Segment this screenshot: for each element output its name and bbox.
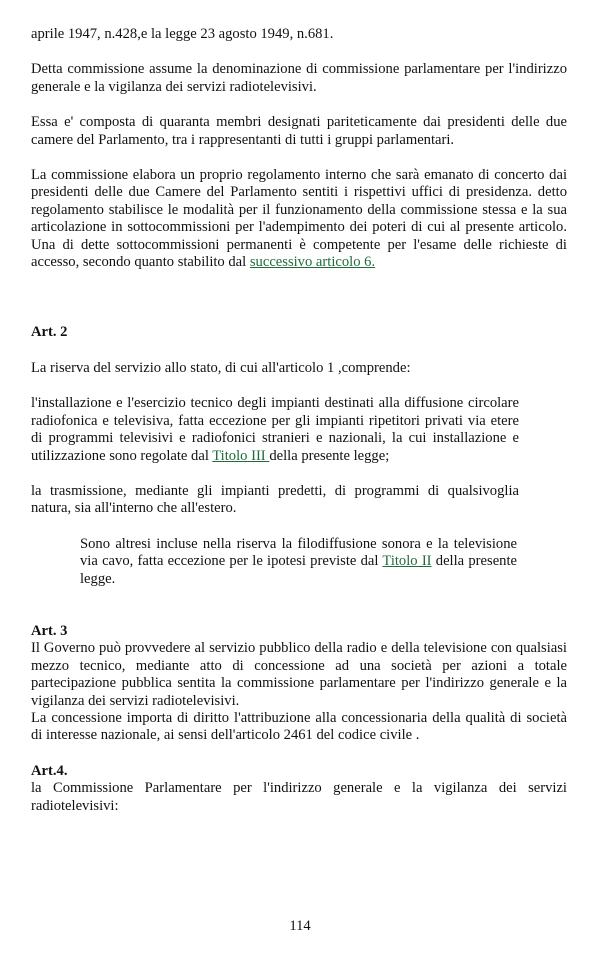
intro-paragraph-3: Essa e' composta di quaranta membri designati pariteticamente dai presidenti delle due camere del Parlamento, tra i rappresentanti di tutti i gruppi parlamentari. — [31, 114, 567, 148]
art3-heading: Art. 3 — [31, 622, 68, 639]
art2-paragraph-2-text: l'installazione e l'esercizio tecnico degli impianti destinati alla diffusione circolare radiofonica e televisiva, fatta eccezione per gli impianti ripetitori privati via etere di programmi televisivi e radiofonici stranieri e nazionali, la cui installazione e utilizzazione sono regolate dal — [31, 395, 519, 464]
page-number: 114 — [289, 918, 311, 934]
intro-paragraph-2: Detta commissione assume la denominazione di commissione parlamentare per l'indirizzo generale e la vigilanza dei servizi radiotelevisivi. — [31, 61, 567, 95]
art4-paragraph-1: la Commissione Parlamentare per l'indirizzo generale e la vigilanza dei servizi radiotelevisivi: — [31, 780, 567, 814]
art2-paragraph-3: la trasmissione, mediante gli impianti predetti, di programmi di qualsivoglia natura, sia all'interno che all'estero. — [31, 482, 519, 517]
art3-paragraph-1: Il Governo può provvedere al servizio pubblico della radio e della televisione con qualsiasi mezzo tecnico, mediante atto di concessione ad una società per azioni a totale partecipazione pubblica sentita la commissione parlamentare per l'indirizzo generale e la vigilanza dei servizi radiotelevisivi. — [31, 640, 567, 709]
link-successivo-articolo-6[interactable]: successivo articolo 6. — [249, 254, 376, 271]
art3-paragraph-2: La concessione importa di diritto l'attribuzione alla concessionaria della qualità di società di interesse nazionale, ai sensi dell'articolo 2461 del codice civile . — [31, 709, 567, 744]
art2-paragraph-4-after: della presente legge. — [80, 553, 517, 587]
intro-paragraph-1: aprile 1947, n.428,e la legge 23 agosto 1949, n.681. — [31, 26, 334, 42]
link-titolo-ii[interactable]: Titolo II — [382, 553, 432, 570]
art4-heading: Art.4. — [31, 762, 68, 779]
art2-paragraph-2-after: della presente legge; — [269, 447, 390, 464]
art2-paragraph-4-text: Sono altresi incluse nella riserva la filodiffusione sonora e la televisione via cavo, fatta eccezione per le ipotesi previste dal — [80, 535, 517, 570]
art2-paragraph-2 — [31, 395, 519, 465]
intro-paragraph-4-text: La commissione elabora un proprio regolamento interno che sarà emanato di concerto dai presidenti delle due Camere del Parlamento sentiti i rispettivi uffici di presidenza. detto regolamento stabilisce le modalità per il funzionamento della commissione stessa e la sua articolazione in sottocommissioni per l'adempimento dei poteri di cui al presente articolo. Una di dette sottocommissioni permanenti è competente per l'esame delle richieste di accesso, secondo quanto stabilito dal — [31, 167, 567, 271]
art2-indented-paragraph — [31, 536, 517, 588]
art2-heading: Art. 2 — [31, 324, 68, 341]
intro-paragraph-4 — [31, 167, 567, 271]
document-page — [31, 26, 567, 815]
link-titolo-iii[interactable]: Titolo III — [212, 447, 270, 464]
art2-paragraph-1: La riserva del servizio allo stato, di cui all'articolo 1 ,comprende: — [31, 359, 411, 376]
